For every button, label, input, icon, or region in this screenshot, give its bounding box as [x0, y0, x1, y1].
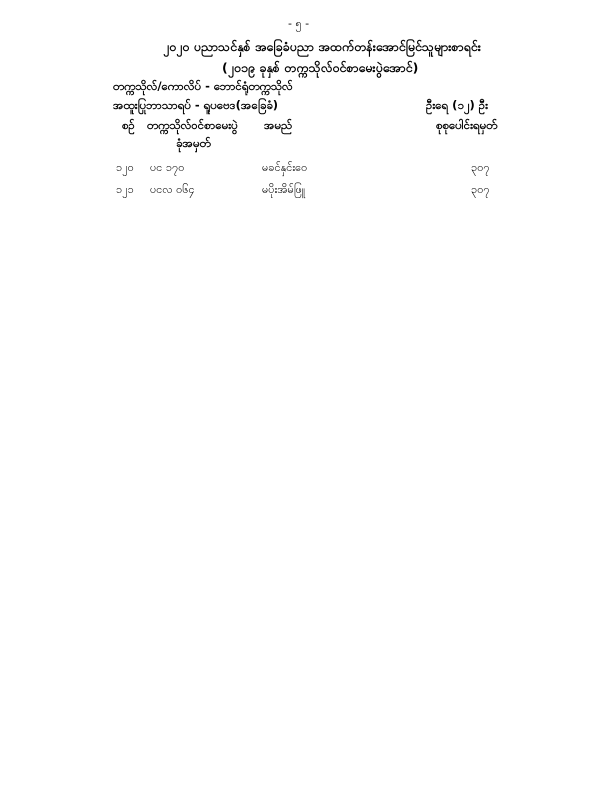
column-header-no: စဉ် — [122, 118, 135, 132]
university-line: တက္ကသိုလ်/ကောလိပ် - ဘောင်ရုံတက္ကသိုလ် — [113, 79, 293, 93]
major-line: အထူးပြုဘာသာရပ် - ရူပဗေဒ(အခြေခံ) — [113, 98, 279, 112]
document-subtitle: (၂၀၁၉ ခုနှစ် တက္ကသိုလ်ဝင်စာမေးပွဲအောင်) — [222, 60, 419, 75]
column-header-score: စုစုပေါင်းရမှတ် — [436, 118, 498, 132]
column-header-roll-sub: ခုံအမှတ် — [176, 136, 211, 150]
row-roll-number: ပင ၁၇၀ — [150, 161, 185, 174]
document-title: ၂၀၂၀ ပညာသင်နှစ် အခြေခံပညာ အထက်တန်းအောင်မြင်သူများစာရင်း — [163, 39, 481, 54]
row-number: ၁၂၀ — [116, 161, 134, 174]
row-score: ၃၀၇ — [471, 183, 490, 196]
column-header-roll: တက္ကသိုလ်ဝင်စာမေးပွဲ — [147, 118, 238, 132]
row-score: ၃၀၇ — [471, 161, 490, 174]
column-header-name: အမည် — [264, 118, 293, 132]
total-count: ဦးရေ (၁၂) ဦး — [426, 98, 489, 112]
row-name: မပိုးအိမ်ဖြူ — [262, 183, 306, 196]
row-number: ၁၂၁ — [116, 183, 134, 196]
row-name: မခင်နှင်းဝေ — [262, 161, 308, 174]
row-roll-number: ပငလ ၀၆၄ — [150, 183, 195, 196]
page-number: - ၅ - — [288, 17, 310, 30]
